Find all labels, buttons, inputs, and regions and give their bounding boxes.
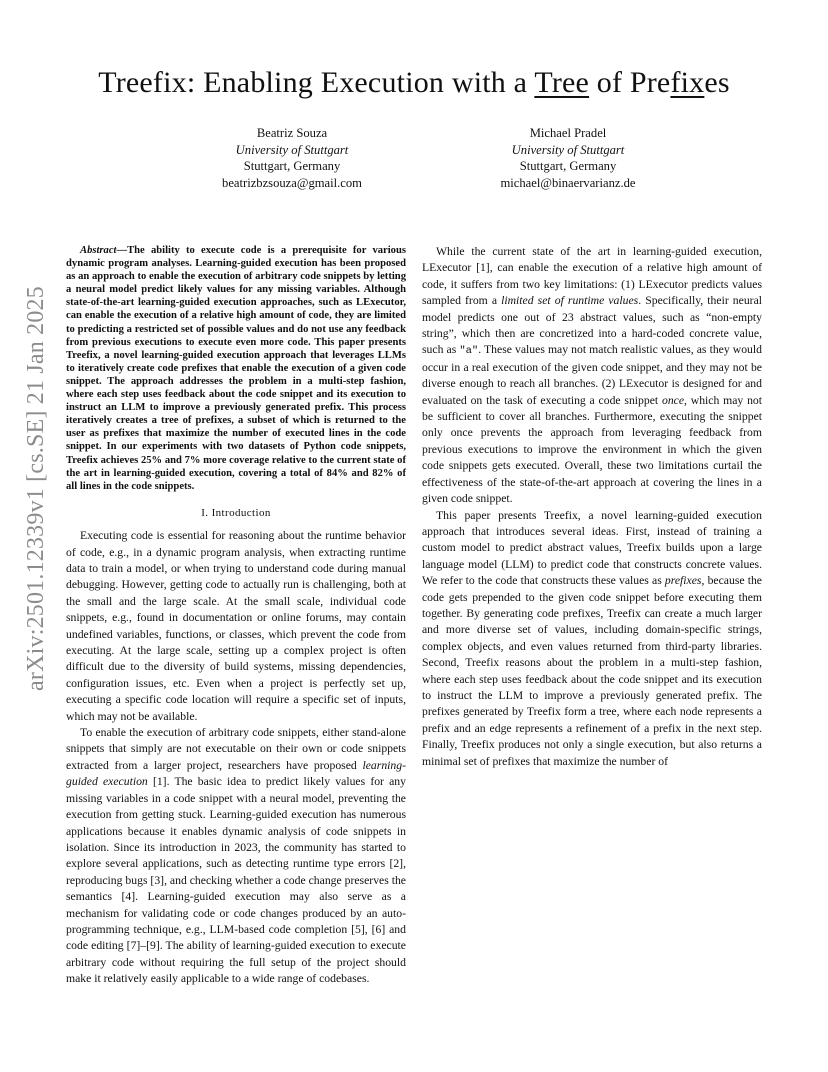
section-heading: I. Introduction [201, 506, 271, 519]
title-part: es [704, 66, 730, 99]
abstract-lead: Abstract [80, 245, 117, 256]
emphasis: learning-guided execution [66, 758, 406, 789]
emphasis: once [661, 393, 685, 407]
text-run: . These values may not match realistic values, as they would occur in a real execution of the given code snippet, and they may not be diverse enough to reach all branches. (2) LExecutor is designed for and evaluated on the task of executing a code snippet [422, 343, 762, 407]
title-part: Treefix: Enabling Execution with a [98, 66, 535, 99]
title-fix-underlined: fix [670, 66, 705, 99]
author-block [162, 125, 422, 191]
text-run: This paper presents Treefix, a novel learning-guided execution approach that introduces several ideas. First, instead of training a custom model to predict abstract values, Treefix builds upon a large language model (LLM) to predict code that constructs concrete values. We refer to the code that constructs these values as [422, 508, 762, 588]
author-affiliation: University of Stuttgart [511, 142, 625, 157]
author-email: michael@binaervarianz.de [500, 175, 636, 190]
emphasis: prefixes [664, 574, 702, 588]
text-run: , because the code gets prepended to the given code snippet before executing them together. By generating code prefixes, Treefix can create a much larger and more diverse set of values, including domain-specific strings, complex objects, and even values returned from third-party libraries. Second, Treefix reasons about the problem in a multi-step fashion, where each step uses feedback about the code snippet and its execution to instruct the LLM to improve a previously generated prefix. The prefixes generated by Treefix form a tree, where each node represents a prefix and an edge represents a refinement of a prefix in the next step. Finally, Treefix produces not only a single execution, but also returns a minimal set of prefixes that maximize the number of [422, 574, 762, 768]
title-part: of Pre [589, 66, 671, 99]
inline-code: "a" [459, 345, 479, 358]
author-location: Stuttgart, Germany [519, 159, 617, 173]
text-run: To enable the execution of arbitrary code snippets, either stand-alone snippets that simply are not executable on their own or code snippets extracted from a larger project, researchers have proposed [66, 726, 406, 772]
intro-paragraph-2 [66, 725, 406, 988]
author-name: Beatriz Souza [256, 126, 328, 140]
abstract [66, 244, 406, 493]
author-email: beatrizbzsouza@gmail.com [222, 175, 362, 190]
author-name: Michael Pradel [529, 126, 607, 140]
intro-paragraph-1: Executing code is essential for reasoning about the runtime behavior of code, e.g., in a dynamic program analysis, when extracting runtime data to train a model, or when trying to understand code during manual debugging. However, getting code to actually run is challenging, both at the small and the large scale. At the small scale, individual code snippets, e.g., found in documentation or online forums, may contain undefined variables, functions, or classes, which prevent the code from executing. At the large scale, setting up a complex project is often difficult due to the diversity of build systems, missing dependencies, configuration issues, etc. Even when a project is perfectly set up, executing a specific code location will require a specific set of inputs, which may not be available. [66, 529, 406, 723]
author-location: Stuttgart, Germany [243, 159, 341, 173]
emphasis: limited set of runtime values [501, 294, 639, 308]
text-run: [1]. The basic idea to predict likely values for any missing variables in a code snippet with a neural model, preventing the execution from getting stuck. Learning-guided execution has numerous applications because it enables dynamic analysis of code snippets in isolation. Since its introduction in 2023, the community has started to explore several applications, such as detecting runtime type errors [2], reproducing bugs [3], and checking whether a code change preserves the semantics [4]. Learning-guided execution may also serve as a mechanism for validating code or code changes produced by an auto-programming technique, e.g., LLM-based code completion [5], [6] and code editing [7]–[9]. The ability of learning-guided execution to execute arbitrary code without requiring the full setup of the project should make it relatively easily applicable to a wide range of codebases. [66, 775, 406, 986]
author-affiliation: University of Stuttgart [235, 142, 349, 157]
right-column [422, 244, 762, 770]
text-run: . Specifically, their neural model predicts one out of 23 abstract values, such as “non-empty string”, which then are concretized into a hard-coded concrete value, such as [422, 294, 762, 357]
title-tree-underlined: Tree [534, 66, 590, 99]
author-block [438, 125, 698, 191]
left-column [66, 244, 406, 988]
paper-title [0, 66, 828, 100]
text-run: , which may not be sufficient to cover all branches. Furthermore, executing the snippet only once prevents the approach from leveraging feedback from previous executions to improve the environment in which the given code snippets gets executed. Overall, these two limitations curtail the effectiveness of the state-of-the-art approach at covering the lines in a given code snippet. [422, 393, 762, 506]
intro-paragraph-4 [422, 508, 762, 771]
abstract-text: —The ability to execute code is a prerequisite for various dynamic program analyses. Learning-guided execution has been proposed as an approach to enable the execution of arbitrary code snippets by letting a neural model predict likely values for any missing variables. Although state-of-the-art learning-guided execution approaches, such as LExecutor, can enable the execution of a relative high amount of code, they are limited to predicting a restricted set of possible values and do not use any feedback from previous executions to execute even more code. This paper presents Treefix, a novel learning-guided execution approach that leverages LLMs to iteratively create code prefixes that enable the execution of a given code snippet. The approach addresses the problem in a multi-step fashion, where each step uses feedback about the code snippet and its execution to instruct an LLM to improve a previously generated prefix. This process iteratively creates a tree of prefixes, a subset of which is returned to the user as prefixes that maximize the number of executed lines in the code snippet. In our experiments with two datasets of Python code snippets, Treefix achieves 25% and 7% more coverage relative to the current state of the art in learning-guided execution, covering a total of 84% and 82% of all lines in the code snippets. [66, 245, 406, 492]
arxiv-id: arXiv:2501.12339v1 [cs.SE] 21 Jan 2025 [22, 285, 49, 691]
text-run: While the current state of the art in learning-guided execution, LExecutor [1], can enable the execution of a relative high amount of code, it suffers from two key limitations: (1) LExecutor predicts values sampled from a [422, 245, 762, 308]
intro-paragraph-3 [422, 244, 762, 508]
arxiv-stamp [22, 285, 50, 691]
